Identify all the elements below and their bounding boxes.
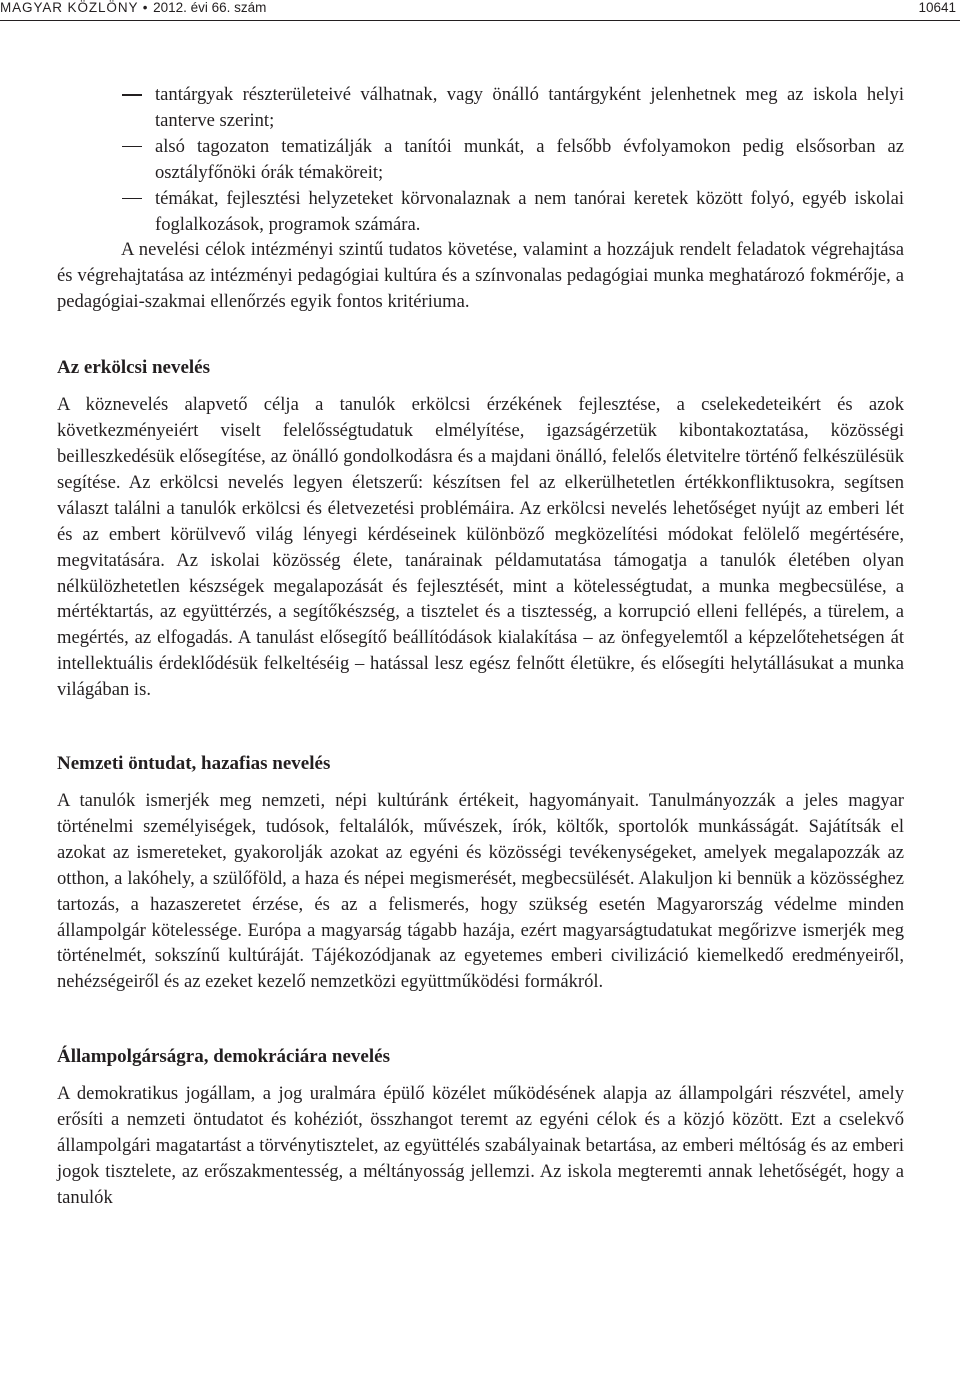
page-body <box>57 82 904 1211</box>
section-body-citizenship: A demokratikus jogállam, a jog uralmára épülő közélet működésének alapja az állampolgári részvétel, amely erősíti a nemzeti öntudatot és kohéziót, összhangot teremt az egyéni célok és a közjó között. Ezt a cselekvő állampolgári magatartást a törvénytisztelet, az együttélés szabályainak betartása, az emberi méltóság és az emberi jogok tisztelete, az erőszakmentesség, a méltányosság jellemzi. Az iskola megteremti annak lehetőségét, hogy a tanulók <box>57 1083 904 1208</box>
dash-bullet-icon <box>122 146 142 148</box>
list-item <box>57 186 904 238</box>
intro-paragraph: A nevelési célok intézményi szintű tudatos követése, valamint a hozzájuk rendelt feladatok végrehajtása és végrehajtatása az intézményi pedagógiai kultúra és a színvonalas pedagógiai munka meghatározó fokmérője, a pedagógiai-szakmai ellenőrzés egyik fontos kritériuma. <box>57 239 904 313</box>
journal-title: MAGYAR KÖZLÖNY <box>0 0 139 15</box>
section-heading-national-identity: Nemzeti öntudat, hazafias nevelés <box>57 753 331 775</box>
section-body-moral-education: A köznevelés alapvető célja a tanulók erkölcsi érzékének fejlesztése, a cselekedeteikért és azok következményeiért viselt felelősségtudatuk elmélyítése, igazságérzetük kibontakoztatása, közösségi beilleszkedésük elősegítése, az önálló gondolkodásra és a majdani önálló, felelős életvitelre történő felkészülésük segítése. Az erkölcsi nevelés legyen életszerű: készítsen fel az elkerülhetetlen értékkonfliktusokra, segítsen választ találni a tanulók erkölcsi és életvezetési problémáira. Az erkölcsi nevelés lehetőséget nyújt az emberi lét és az embert körülvevő világ lényegi kérdéseinek különböző megközelítési módokat felölelő megértésére, megvitatására. Az iskolai közösség élete, tanárainak példamutatása támogatja a tanulók életében olyan nélkülözhetetlen készségek megalapozását és fejlesztését, mint a kötelességtudat, a munka megbecsülése, a mértéktartás, az együttérzés, a segítőkészség, a tisztelet és a tisztesség, a korrupció elleni fellépés, a türelem, a megértés, az elfogadás. A tanulást elősegítő beállítódások kialakítása – az önfegyelemtől a képzelőtehetségen át intellektuális érdeklődésük felkeltéséig – hatással lesz egész felnőtt életükre, és elősegíti helytállásukat a munka világában is. <box>57 394 904 701</box>
separator-bullet: • <box>142 0 149 15</box>
dash-bullet-icon <box>122 94 142 96</box>
list-item <box>57 82 904 134</box>
dash-bullet-icon <box>122 198 142 200</box>
section-heading-citizenship: Állampolgárságra, demokráciára nevelés <box>57 1046 390 1068</box>
page-number: 10641 <box>918 0 956 15</box>
section-heading-moral-education: Az erkölcsi nevelés <box>57 357 211 379</box>
bullet-list <box>57 82 904 237</box>
list-item <box>57 134 904 186</box>
list-item-text: tantárgyak részterületeivé válhatnak, vagy önálló tantárgyként jelenhetnek meg az iskola helyi tanterve szerint; <box>155 84 904 131</box>
running-header <box>0 0 960 21</box>
list-item-text: alsó tagozaton tematizálják a tanítói munkát, a felsőbb évfolyamokon pedig elsősorban az osztályfőnöki órák témaköreit; <box>155 135 904 183</box>
section-body-national-identity: A tanulók ismerjék meg nemzeti, népi kultúránk értékeit, hagyományait. Tanulmányozzák a jeles magyar történelmi személyiségek, tudósok, feltalálók, művészek, írók, költők, sportolók munkásságát. Sajátítsák el azokat az ismereteket, gyakorolják azokat az egyéni és közösségi tevékenységeket, amelyek megalapozzák az otthon, a lakóhely, a szülőföld, a haza és népei megismerését, megbecsülését. Alakuljon ki bennük a közösséghez tartozás, a hazaszeretet érzése, és az a felismerés, hogy szükség esetén Magyarország védelme minden állampolgár kötelessége. Európa a magyarság tágabb hazája, ezért magyarságtudatukat megőrizve ismerjék meg történelmét, sokszínű kultúráját. Tájékozódjanak az egyetemes emberi civilizáció kiemelkedő eredményeiről, nehézségeiről és az ezeket kezelő nemzetközi együttműködési formákról. <box>57 790 904 993</box>
issue-number: 2012. évi 66. szám <box>153 0 267 15</box>
list-item-text: témákat, fejlesztési helyzeteket körvonalaznak a nem tanórai keretek között folyó, egyéb iskolai foglalkozások, programok számára. <box>155 187 904 235</box>
journal-issue-line <box>0 0 266 16</box>
